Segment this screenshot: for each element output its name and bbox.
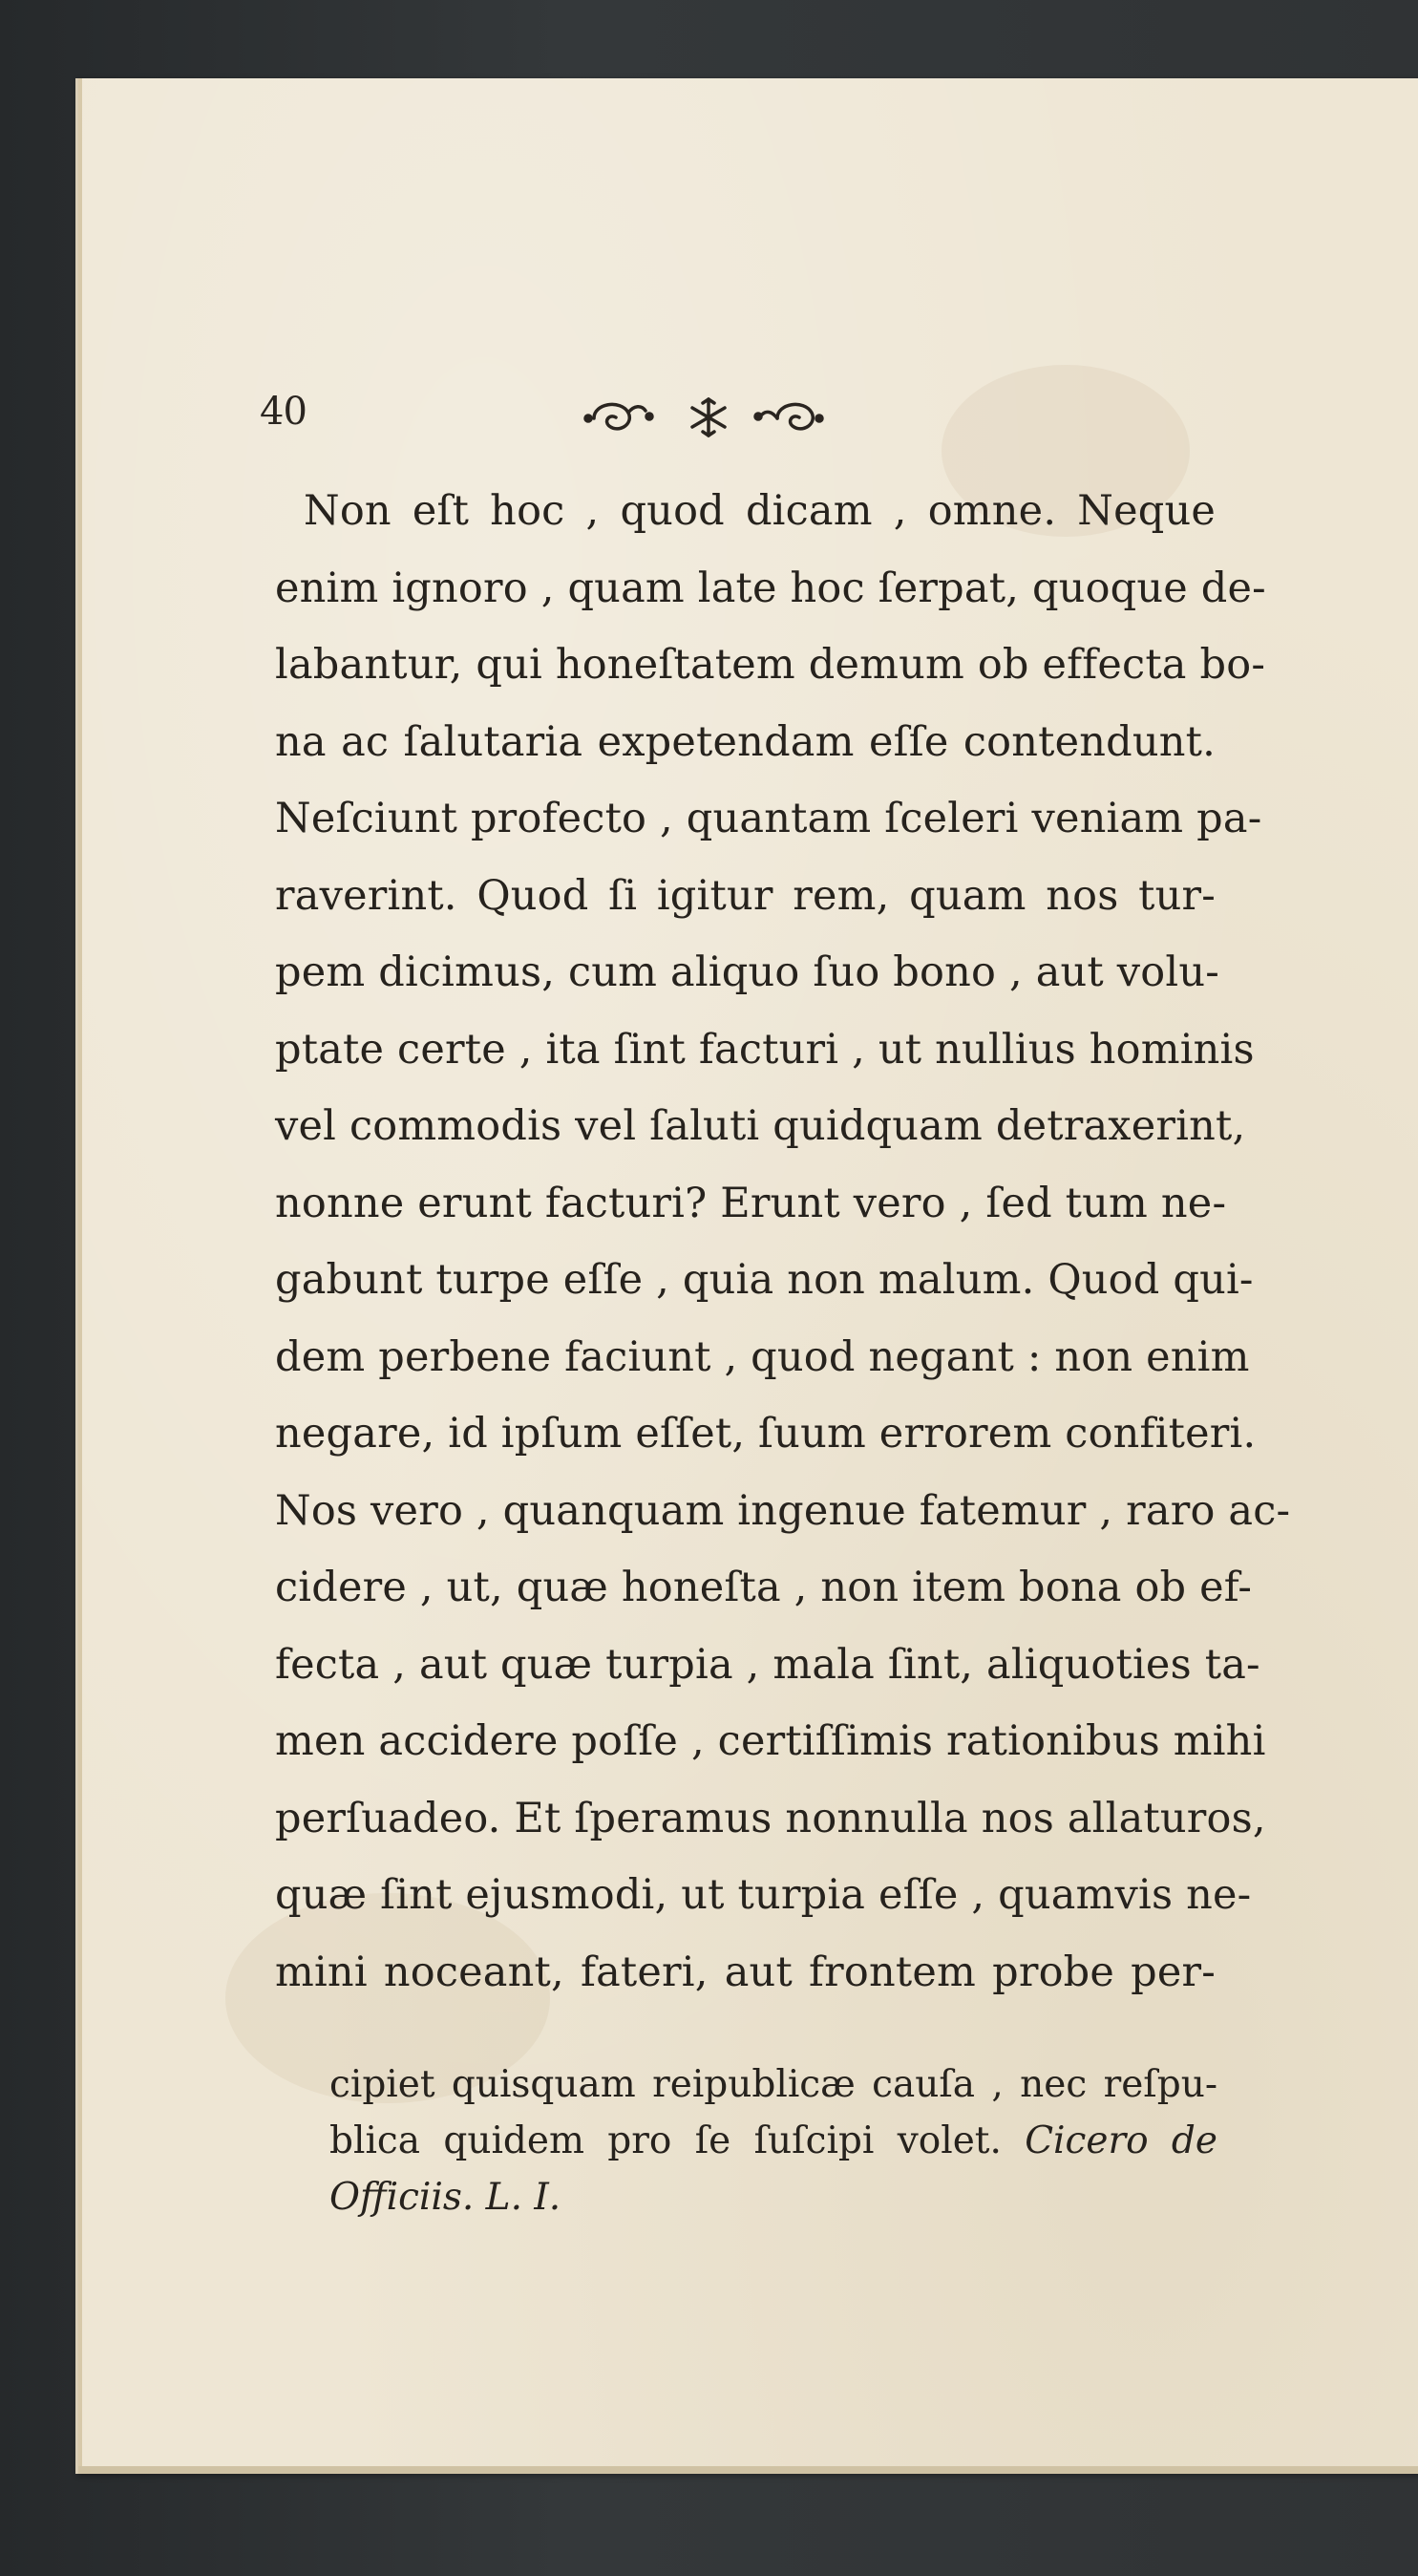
text-line: perſuadeo. Et ſperamus nonnulla nos allaturos, <box>275 1794 1266 1842</box>
text-line: Nos vero , quanquam ingenue fatemur , raro ac- <box>275 1486 1291 1535</box>
text-line: fecta , aut quæ turpia , mala ſint, aliquoties ta- <box>275 1640 1260 1689</box>
footnote-line: cipiet quisquam reipublicæ cauſa , nec reſpu- <box>329 2063 1217 2106</box>
main-body-text <box>275 473 1291 2011</box>
text-line: dem perbene faciunt , quod negant : non enim <box>275 1332 1250 1381</box>
text-line: men accidere poſſe , certiſſimis rationibus mihi <box>275 1717 1266 1765</box>
text-line: pem dicimus, cum aliquo ſuo bono , aut volu- <box>275 948 1219 996</box>
text-line: vel commodis vel ſaluti quidquam detraxerint, <box>275 1102 1246 1150</box>
text-line: gabunt turpe eſſe , quia non malum. Quod qui- <box>275 1256 1254 1304</box>
footnote-line <box>329 2113 1217 2169</box>
footnote-citation: Officiis. L. I. <box>329 2176 561 2219</box>
text-line: labantur, qui honeſtatem demum ob effecta bo- <box>275 641 1266 689</box>
text-line: ptate certe , ita ſint facturi , ut nullius hominis <box>275 1025 1255 1074</box>
text-line: nonne erunt facturi? Erunt vero , ſed tum ne- <box>275 1179 1227 1227</box>
text-line: mini noceant, fateri, aut frontem probe per- <box>275 1948 1216 1996</box>
footnote <box>329 2056 1217 2225</box>
footnote-line <box>329 2169 1217 2225</box>
running-head <box>260 382 1215 449</box>
footnote-text: blica quidem pro ſe ſuſcipi volet. <box>329 2119 1002 2162</box>
text-line: Non eſt hoc , quod dicam , omne. Neque <box>304 487 1216 535</box>
fleuron-star-ornament-icon <box>565 382 852 449</box>
text-line: negare, id ipſum eſſet, ſuum errorem confiteri. <box>275 1410 1257 1458</box>
page-number: 40 <box>260 390 307 434</box>
text-line: na ac ſalutaria expetendam eſſe contendunt. <box>275 717 1216 766</box>
text-line: Neſciunt profecto , quantam ſceleri veniam pa- <box>275 795 1262 842</box>
text-line: quæ ſint ejusmodi, ut turpia eſſe , quamvis ne- <box>275 1871 1252 1919</box>
page-edge <box>78 2466 1418 2474</box>
text-line: raverint. Quod ſi igitur rem, quam nos tur- <box>275 871 1216 920</box>
text-line: enim ignoro , quam late hoc ſerpat, quoque de- <box>275 564 1266 612</box>
text-line: cidere , ut, quæ honeſta , non item bona ob ef- <box>275 1564 1253 1611</box>
footnote-citation: Cicero de <box>1025 2119 1217 2162</box>
